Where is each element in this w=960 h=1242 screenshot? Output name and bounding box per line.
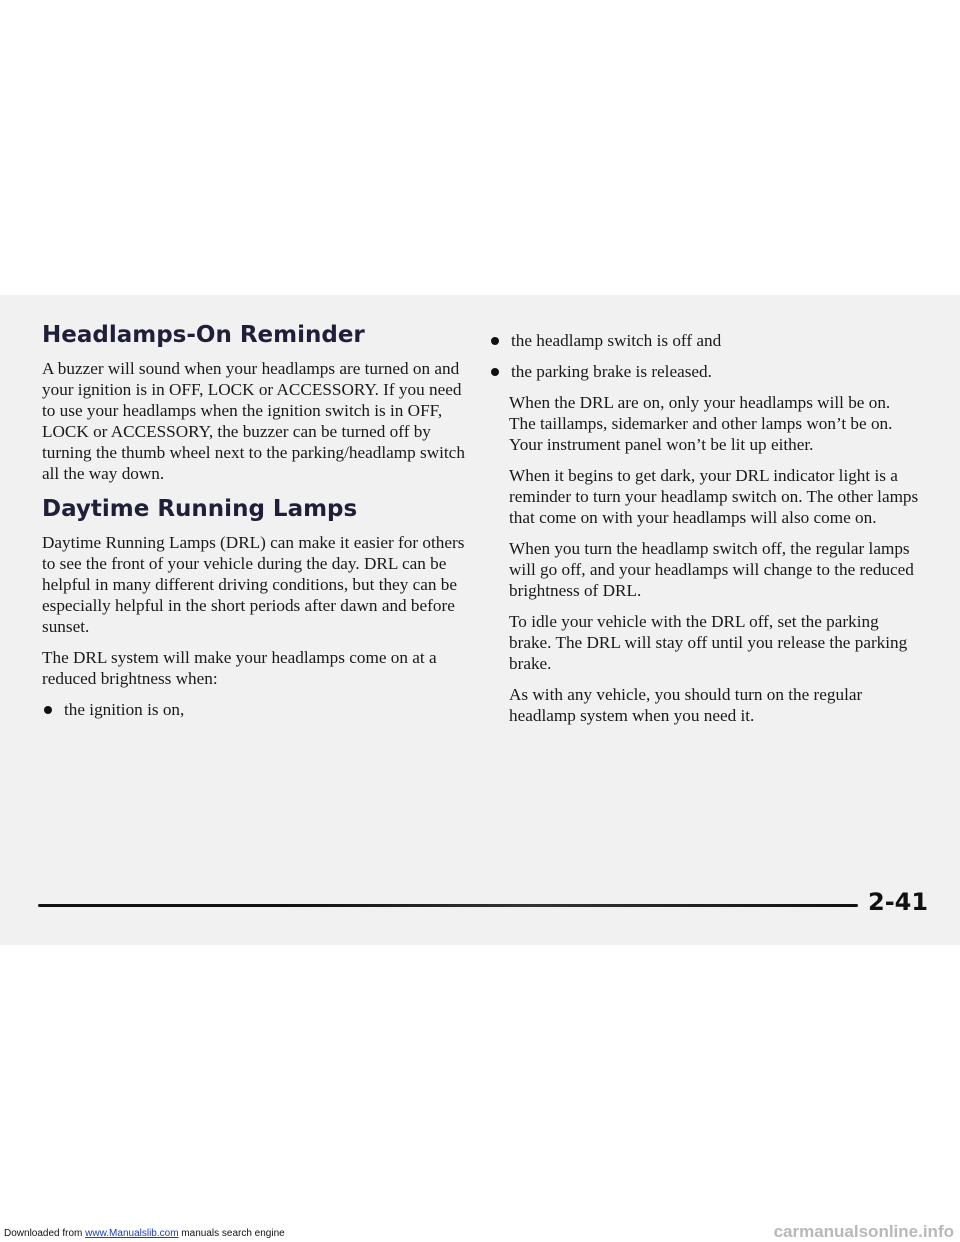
paragraph: A buzzer will sound when your headlamps are turned on and your ignition is in OFF, LOCK or ACCESSORY. If you need to use your headlamps when the ignition switch is in OFF, LOCK or ACCESSORY, the buzzer can be turned off by turning the thumb wheel next to the parking/headlamp switch all the way down. xyxy=(42,359,465,483)
bullet-text: the parking brake is released. xyxy=(511,362,712,381)
bullet-item xyxy=(489,361,899,382)
heading-headlamps-on-reminder: Headlamps-On Reminder xyxy=(42,322,365,348)
paragraph: The DRL system will make your headlamps come on at a reduced brightness when: xyxy=(42,648,437,688)
left-column xyxy=(42,322,472,730)
manualslib-link[interactable]: www.Manualslib.com xyxy=(85,1228,179,1239)
watermark-text: carmanualsonline.info xyxy=(773,1222,954,1241)
paragraph: When you turn the headlamp switch off, the regular lamps will go off, and your headlamps will change to the reduced brightness of DRL. xyxy=(509,539,914,600)
footer-rule xyxy=(38,904,858,907)
bullet-item xyxy=(489,330,899,351)
bullet-icon xyxy=(491,337,499,345)
bullet-icon xyxy=(44,706,52,714)
paragraph: To idle your vehicle with the DRL off, set the parking brake. The DRL will stay off until you release the parking brake. xyxy=(509,612,908,673)
paragraph: When the DRL are on, only your headlamps will be on. The taillamps, sidemarker and other lamps won’t be on. Your instrument panel won’t be lit up either. xyxy=(509,393,893,454)
paragraph: When it begins to get dark, your DRL indicator light is a reminder to turn your headlamp switch on. The other lamps that come on with your headlamps will also come on. xyxy=(509,466,919,527)
download-prefix: Downloaded from xyxy=(4,1228,86,1239)
bullet-text: the ignition is on, xyxy=(64,700,185,719)
paragraph: Daytime Running Lamps (DRL) can make it easier for others to see the front of your vehicle during the day. DRL can be helpful in many different driving conditions, but they can be especially helpful in the short periods after dawn and before sunset. xyxy=(42,533,465,636)
heading-daytime-running-lamps: Daytime Running Lamps xyxy=(42,496,358,522)
page-number: 2-41 xyxy=(868,888,929,916)
bullet-icon xyxy=(491,368,499,376)
bullet-text: the headlamp switch is off and xyxy=(511,331,722,350)
right-column xyxy=(509,330,919,736)
download-suffix: manuals search engine xyxy=(178,1228,285,1239)
bullet-item xyxy=(42,699,472,720)
paragraph: As with any vehicle, you should turn on the regular headlamp system when you need it. xyxy=(509,685,863,725)
download-note xyxy=(4,1228,285,1239)
